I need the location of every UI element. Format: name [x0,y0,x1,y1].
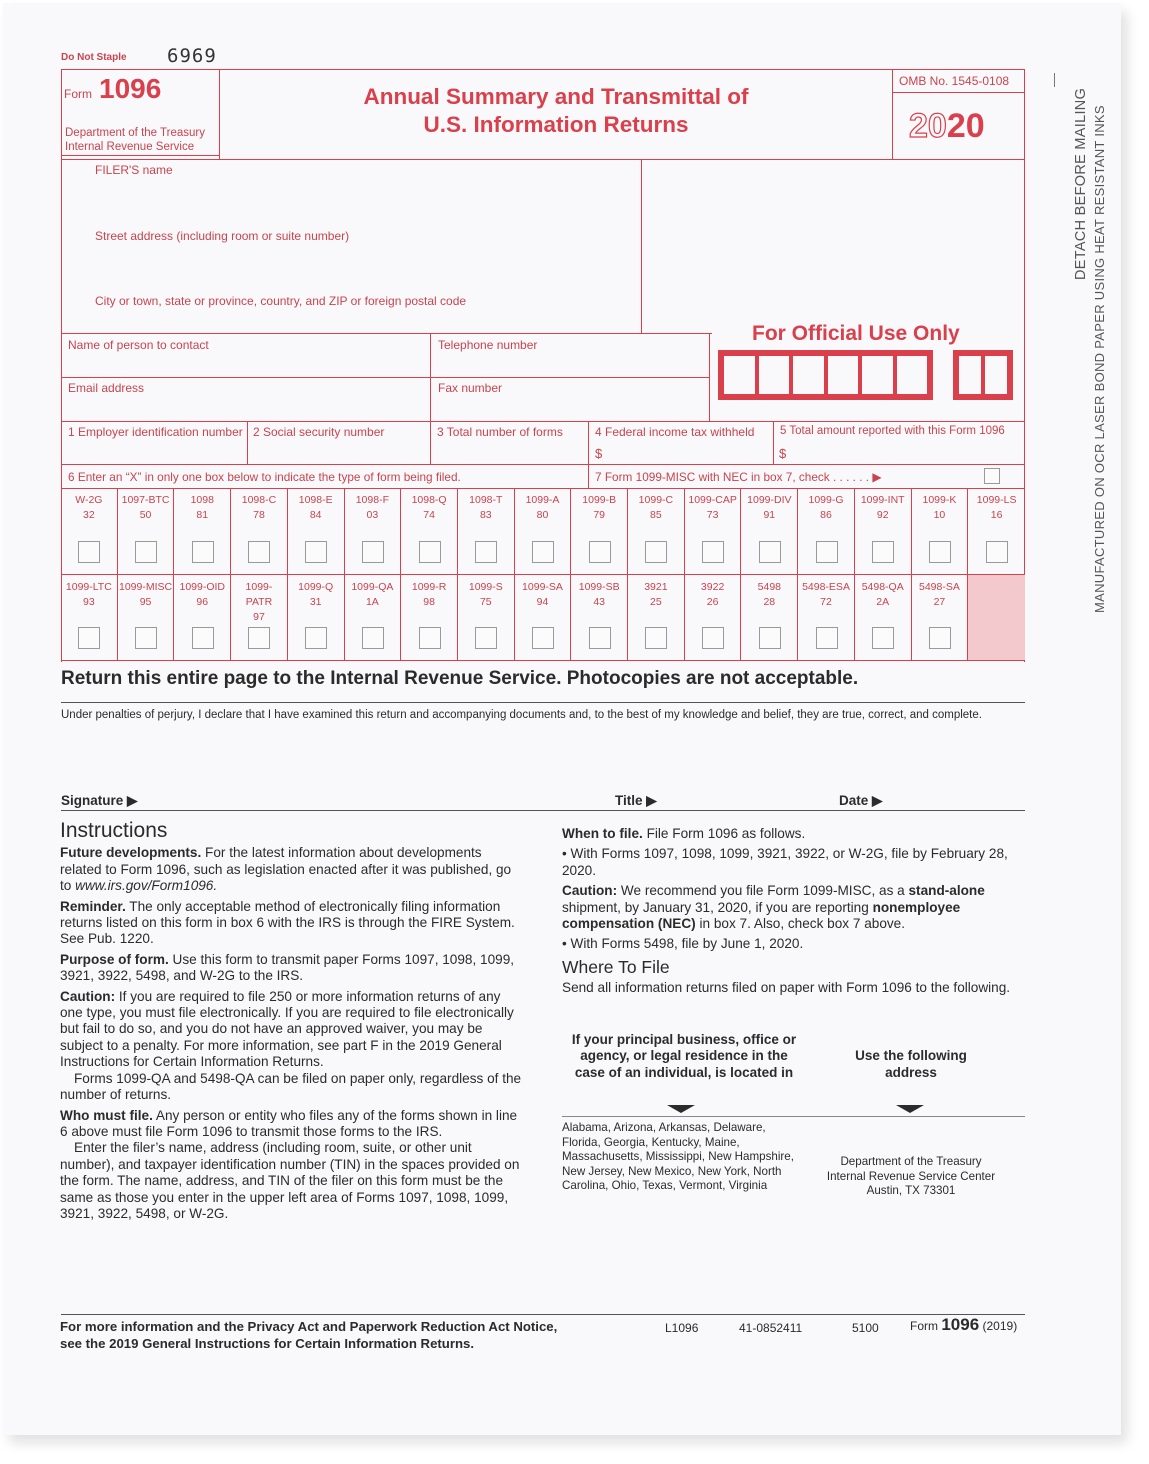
form-type-name: 1099-SA [522,581,563,593]
dept-treasury: Department of the Treasury [65,127,205,139]
form-type-name: 1098-T [469,494,503,506]
signature-field[interactable] [149,789,609,809]
form-type-checkbox[interactable] [929,627,951,649]
form-type-code: 03 [366,509,379,521]
form-type-checkbox[interactable] [475,627,497,649]
form-type-checkbox[interactable] [78,627,100,649]
form-type-code: 27 [933,596,946,608]
when-to-file: When to file. File Form 1096 as follows. [562,826,806,841]
contact-name-label: Name of person to contact [68,338,209,352]
box7-nec-checkbox[interactable] [984,468,1000,484]
form-type-name: 1098-F [355,494,389,506]
form-type-checkbox[interactable] [362,541,384,563]
form-type-name: 5498-QA [861,581,904,593]
form-type-5498-esa [798,575,855,660]
form-type-checkbox[interactable] [362,627,384,649]
form-type-checkbox[interactable] [475,541,497,563]
form-type-code: 72 [820,596,832,608]
form-type-checkbox[interactable] [929,541,951,563]
form-type-code: 50 [139,509,152,521]
form-type-1099-misc [118,575,175,660]
form-type-code: 92 [876,509,889,521]
fax-label: Fax number [438,381,503,395]
form-type-checkbox[interactable] [78,541,100,563]
form-type-1098-q [401,488,458,574]
form-type-code: 94 [536,596,549,608]
form-type-checkbox[interactable] [135,627,157,649]
address-arrow-icon [896,1105,924,1113]
form-type-name: 1099-B [582,494,617,506]
form-type-code: 32 [83,509,95,521]
form-type-1099-a [515,488,572,574]
detach-notice: DETACH BEFORE MAILING [1073,87,1089,280]
form-type-1099-g [798,488,855,574]
form-type-code: 85 [650,509,662,521]
form-type-code: 81 [196,509,209,521]
form-type-checkbox[interactable] [589,627,611,649]
form-type-1099-div [741,488,798,574]
form-type-code: 98 [423,596,435,608]
form-type-1099-patr [231,575,288,660]
form-type-1098-e [288,488,345,574]
form-type-checkbox[interactable] [872,627,894,649]
form-word: Form [64,87,92,101]
form-type-1098-c [231,488,288,574]
do-not-staple: Do Not Staple [61,52,127,63]
footer-code-2: 41-0852411 [739,1321,803,1335]
form-type-name: W-2G [75,494,103,506]
form-type-checkbox[interactable] [816,627,838,649]
form-type-checkbox[interactable] [816,541,838,563]
form-type-code: 93 [83,596,95,608]
form-type-code: 79 [593,509,606,521]
form-type-name: 1099- [245,581,273,593]
footer-code-3: 5100 [852,1321,879,1335]
box7-nec-label: 7 Form 1099-MISC with NEC in box 7, check . . . . . . ▶ [595,470,882,484]
box1-ein-label: 1 Employer identification number [68,425,243,439]
form-type-code: 31 [309,596,322,608]
form-type-name: 5498-ESA [802,581,850,593]
form-type-name: 1099-G [808,494,844,506]
box3-total-forms-label: 3 Total number of forms [437,425,563,439]
form-type-1099-c [628,488,685,574]
form-type-1099-r [401,575,458,660]
form-title [220,83,892,139]
form-type-1099-ltc [61,575,118,660]
date-label: Date ▶ [839,793,883,808]
form-type-code: 25 [650,596,662,608]
footer-notice: For more information and the Privacy Act and Paperwork Reduction Act Notice, see the 2019 General Instructions for Certain Information Returns. [60,1319,558,1351]
box6-instruction: 6 Enter an “X” in only one box below to indicate the type of form being filed. [68,470,461,484]
form-type-1099-qa [345,575,402,660]
date-field[interactable] [889,789,1025,809]
signature-label: Signature ▶ [61,793,138,808]
box4-fed-tax-label: 4 Federal income tax withheld [595,425,755,439]
form-type-1098 [174,488,231,574]
box5-dollar: $ [779,446,787,461]
paper-notice: MANUFACTURED ON OCR LASER BOND PAPER USING HEAT RESISTANT INKS [1092,105,1107,613]
form-type-code: 10 [933,509,946,521]
form-type-name: 1099-Q [298,581,334,593]
form-type-1099-oid [174,575,231,660]
enter-filer-info: Enter the filer’s name, address (including room, suite, or other unit number), and taxpayer identification number (TIN) in the spaces provided on the form. The name, address, and TIN of the filer on this form must be the same as those you enter in the upper left area of Forms 1097, 1098, 1099, 3921, 3922, 5498, or W-2G. [60,1140,520,1221]
form-type-1098-t [458,488,515,574]
form-type-name: 1099-LTC [65,581,112,593]
irs-address: Department of the Treasury Internal Revenue Service Center Austin, TX 73301 [826,1155,996,1198]
form-type-checkbox[interactable] [419,627,441,649]
form-type-1099-k [912,488,969,574]
title-label: Title ▶ [615,793,657,808]
form-type-name: 1098 [190,494,214,506]
form-type-code: 91 [763,509,776,521]
form-type-checkbox[interactable] [192,627,214,649]
form-type-name: 1099-OID [179,581,226,593]
form-type-1099-sa [515,575,572,660]
form-type-name: 1099-K [922,494,957,506]
form-type-1099-q [288,575,345,660]
omb-number: OMB No. 1545-0108 [899,74,1010,88]
filer-name-label: FILER'S name [95,163,173,177]
form-type-3922 [685,575,742,660]
perjury-statement: Under penalties of perjury, I declare that I have examined this return and accompanying documents and, to the best of my knowledge and belief, they are true, correct, and complete. [61,709,982,721]
city-label: City or town, state or province, country, and ZIP or foreign postal code [95,294,467,308]
form-type-name: 1099-C [638,494,674,506]
form-type-checkbox[interactable] [305,541,327,563]
form-type-row-2 [61,575,1025,661]
form-type-code: 28 [763,596,776,608]
form-type-name: 5498 [757,581,781,593]
tax-year [909,107,985,146]
form-number: 1096 [99,73,162,104]
form-type-name: 1098-Q [411,494,447,506]
form-type-checkbox[interactable] [872,541,894,563]
year-outline: 20 [909,107,947,145]
location-arrow-icon [667,1105,695,1113]
form-type-row-1 [61,488,1025,575]
form-type-1099-s [458,575,515,660]
title-field[interactable] [665,789,833,809]
form-sheet [3,3,1121,1435]
form-type-code: 74 [423,509,435,521]
footer-code-1: L1096 [665,1321,699,1335]
form-type-name: 1099-MISC [119,581,173,593]
title-line-1: Annual Summary and Transmittal of [363,84,749,109]
form-type-checkbox[interactable] [305,627,327,649]
title-line-2: U.S. Information Returns [423,112,689,137]
reminder: Reminder. The only acceptable method of electronically filing information returns listed on this form in box 6 with the IRS is through the FIRE System. See Pub. 1220. [60,898,515,947]
caution: Caution: If you are required to file 250 or more information returns of any one type, you must file electronically. If you are required to file electronically but fail to do so, and you do not have an approved waiver, you may be subject to a penalty. For more information, see part F in the 2019 General Instructions for Certain Information Returns. [60,988,514,1070]
form-type-name: 1099-SB [578,581,620,593]
form-type-code: 97 [253,611,265,623]
form-type-code: 1A [365,596,379,608]
instructions-left [60,819,523,1226]
form-type-5498-qa [855,575,912,660]
shaded-empty-cell [968,575,1025,660]
future-developments: Future developments. For the latest information about developments related to Form 1096, such as legislation enacted after it was published, go to www.irs.gov/Form1096. [60,845,512,894]
form-type-name: 5498-SA [918,581,960,593]
form-type-1098-f [345,488,402,574]
footer-form-id: Form 1096 (2019) [910,1315,1018,1334]
form-type-checkbox[interactable] [248,627,270,649]
form-type-1099-ls [968,488,1025,574]
form-type-name: 1099-S [468,581,503,593]
email-label: Email address [68,381,145,395]
street-address-label: Street address (including room or suite number) [95,229,350,243]
form-type-name: 3922 [700,581,725,593]
caution-nec: Caution: We recommend you file Form 1099-MISC, as a stand-alone shipment, by January 31, 2020, if you are reporting nonemployee compensation (NEC) in box 7. Also, check box 7 above. [562,883,985,932]
form-type-code: 26 [706,596,719,608]
form-type-code: 78 [253,509,265,521]
handwritten-number: 6969 [167,45,217,67]
form-type-code: 86 [820,509,832,521]
year-solid: 20 [946,107,985,145]
irs-label: Internal Revenue Service [65,141,195,153]
official-use-only: For Official Use Only [752,322,960,345]
form-type-checkbox[interactable] [986,541,1008,563]
form-type-checkbox[interactable] [135,541,157,563]
form-type-1099-cap [685,488,742,574]
form-type-checkbox[interactable] [589,541,611,563]
states-list: Alabama, Arizona, Arkansas, Delaware, Florida, Georgia, Kentucky, Maine, Massachusetts, Mississippi, New Hampshire, New Jersey, New Mexico, New York, North Carolina, Ohio, Texas, Vermont, Virginia [562,1121,794,1193]
where-text: Send all information returns filed on paper with Form 1096 to the following. [562,980,1011,996]
form-type-checkbox[interactable] [532,541,554,563]
form-type-checkbox[interactable] [192,541,214,563]
form-type-checkbox[interactable] [645,627,667,649]
form-type-name: 1098-E [298,494,333,506]
when-bullet-1: • With Forms 1097, 1098, 1099, 3921, 3922, or W-2G, file by February 28, 2020. [562,846,1008,878]
form-type-1099-sb [571,575,628,660]
return-notice: Return this entire page to the Internal Revenue Service. Photocopies are not acceptable. [61,668,859,689]
box2-ssn-label: 2 Social security number [253,425,385,439]
form-type-5498 [741,575,798,660]
where-to-file-heading: Where To File [562,956,670,977]
form-type-checkbox[interactable] [702,541,724,563]
form-type-code: 80 [536,509,549,521]
form-type-code: 95 [139,596,152,608]
form-type-code: 16 [990,509,1003,521]
form-type-checkbox[interactable] [702,627,724,649]
form-type-name: 1098-C [241,494,277,506]
form-type-code: 73 [706,509,719,521]
form-type-checkbox[interactable] [419,541,441,563]
form-type-name: 1099-LS [976,494,1017,506]
form-type-1097-btc [118,488,175,574]
address-column-heading: Use the following address [855,1048,967,1080]
purpose-of-form: Purpose of form. Use this form to transmit paper Forms 1097, 1098, 1099, 3921, 3922, 5498, and W-2G to the IRS. [60,951,515,984]
form-type-5498-sa [912,575,969,660]
box4-dollar: $ [595,446,603,461]
form-type-3921 [628,575,685,660]
form-type-checkbox[interactable] [759,627,781,649]
irs-link[interactable]: www.irs.gov/Form1096. [75,878,218,894]
telephone-label: Telephone number [438,338,538,352]
location-column-heading: If your principal business, office or agency, or legal residence in the case of an individual, is located in [571,1032,797,1080]
form-type-checkbox[interactable] [248,541,270,563]
form-type-name: 1099-CAP [688,494,737,506]
form-type-name: 1099-R [411,581,447,593]
form-type-code: 43 [593,596,606,608]
form-type-name: 3921 [644,581,668,593]
form-type-code: 96 [196,596,209,608]
form-type-code: 2A [876,596,890,608]
qa-note: Forms 1099-QA and 5498-QA can be filed on paper only, regardless of the number of returns. [60,1070,522,1103]
instructions-heading: Instructions [60,819,168,842]
when-bullet-2: • With Forms 5498, file by June 1, 2020. [562,936,804,952]
form-type-checkbox[interactable] [532,627,554,649]
form-type-name: 1099-A [525,494,560,506]
form-type-code: 83 [479,509,492,521]
instructions-right [562,826,1025,1001]
form-type-name: 1097-BTC [121,494,170,506]
form-type-code: 84 [309,509,322,521]
form-type-w-2g [61,488,118,574]
form-type-checkbox[interactable] [759,541,781,563]
form-type-name-2: PATR [245,596,273,608]
official-use-boxes [718,350,1013,400]
who-must-file: Who must file. Any person or entity who files any of the forms shown in line 6 above must file Form 1096 to transmit those forms to the IRS. [60,1107,518,1139]
form-type-1099-b [571,488,628,574]
form-type-name: 1099-QA [351,581,394,593]
form-type-1099-int [855,488,912,574]
form-type-checkbox[interactable] [645,541,667,563]
form-type-code: 75 [479,596,492,608]
form-type-name: 1099-INT [860,494,905,506]
box5-total-amount-label: 5 Total amount reported with this Form 1096 [780,425,1005,437]
form-type-name: 1099-DIV [747,494,792,506]
